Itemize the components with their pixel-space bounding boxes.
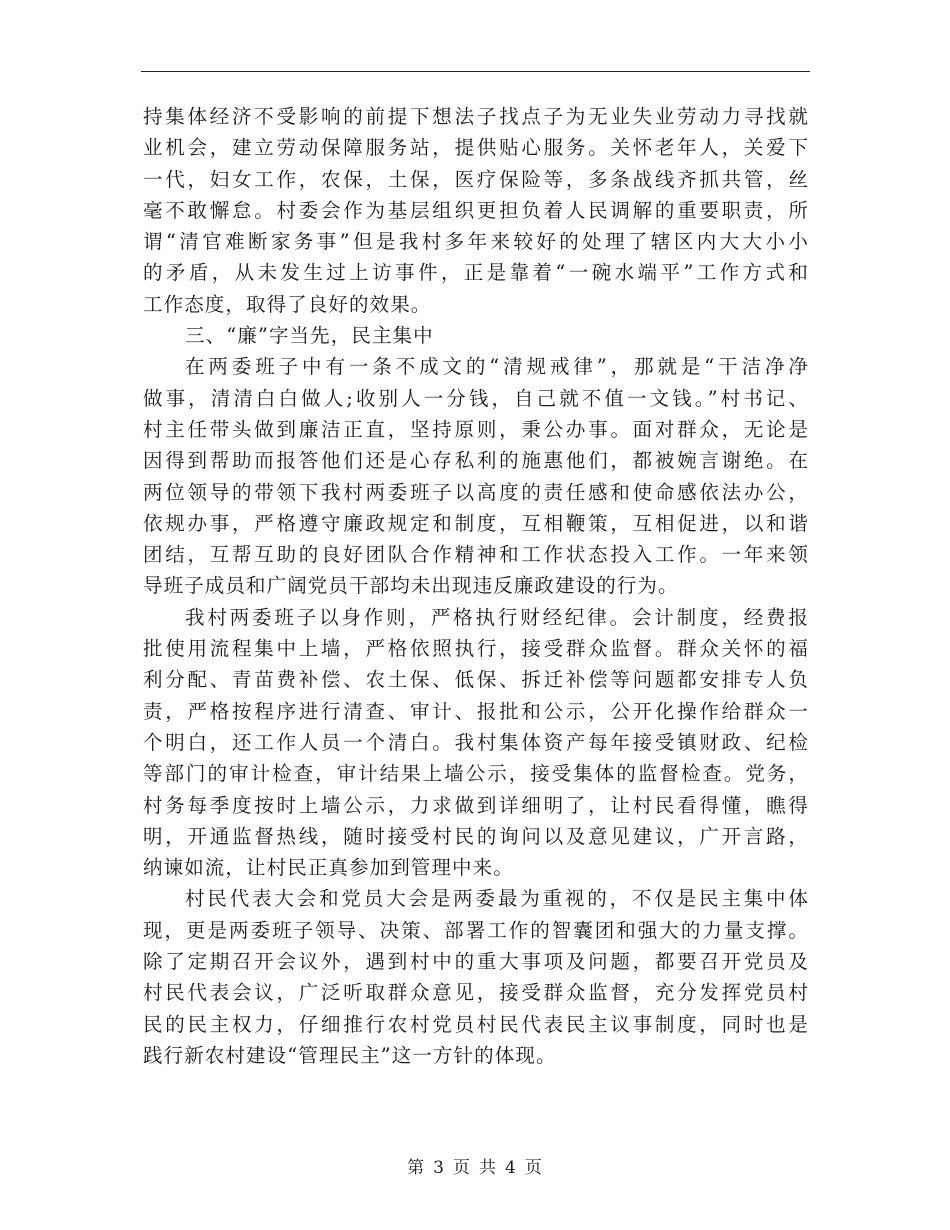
text-line: 我村两委班子以身作则，严格执行财经纪律。会计制度，经费报: [185, 605, 809, 629]
text-line: 毫不敢懈怠。村委会作为基层组织更担负着人民调解的重要职责，所: [143, 198, 809, 222]
text-line: 践行新农村建设“管理民主”这一方针的体现。: [143, 1043, 557, 1067]
page-label: 第: [407, 1158, 426, 1178]
page-number: 3: [433, 1158, 445, 1178]
total-label: 共: [479, 1158, 497, 1178]
text-line: 的矛盾，从未发生过上访事件，正是靠着“一碗水端平”工作方式和: [143, 261, 809, 285]
text-line: 利分配、青苗费补偿、农土保、低保、拆迁补偿等问题都安排专人负: [143, 668, 809, 692]
text-line: 批使用流程集中上墙，严格依照执行，接受群众监督。群众关怀的福: [143, 637, 809, 661]
text-line: 团结，互帮互助的良好团队合作精神和工作状态投入工作。一年来领: [143, 543, 809, 567]
text-line: 纳谏如流，让村民正真参加到管理中来。: [143, 856, 514, 880]
text-line: 等部门的审计检查，审计结果上墙公示，接受集体的监督检查。党务，: [143, 762, 809, 786]
section-heading: 三、“廉”字当先，民主集中: [185, 324, 434, 348]
text-line: 导班子成员和广阔党员干部均未出现违反廉政建设的行为。: [143, 574, 679, 598]
text-line: 责，严格按程序进行清查、审计、报批和公示，公开化操作给群众一: [143, 699, 809, 723]
text-line: 因得到帮助而报答他们还是心存私利的施惠他们，都被婉言谢绝。在: [143, 449, 809, 473]
text-line: 一代，妇女工作，农保，土保，医疗保险等，多条战线齐抓共管，丝: [143, 167, 809, 191]
page-footer: [0, 1153, 950, 1178]
text-line: 持集体经济不受影响的前提下想法子找点子为无业失业劳动力寻找就: [143, 105, 809, 128]
text-line: 业机会，建立劳动保障服务站，提供贴心服务。关怀老年人，关爱下: [143, 136, 809, 160]
document-body: [143, 101, 809, 1071]
text-line: 谓“清官难断家务事”但是我村多年来较好的处理了辖区内大大小小: [143, 230, 809, 254]
text-line: 村民代表会议，广泛听取群众意见，接受群众监督，充分发挥党员村: [143, 981, 809, 1005]
text-line: 村务每季度按时上墙公示，力求做到详细明了，让村民看得懂，瞧得: [143, 793, 809, 817]
page-unit: 页: [453, 1158, 471, 1178]
text-line: 村民代表大会和党员大会是两委最为重视的，不仅是民主集中体: [185, 887, 809, 911]
text-line: 两位领导的带领下我村两委班子以高度的责任感和使命感依法办公，: [143, 480, 809, 504]
text-line: 除了定期召开会议外，遇到村中的重大事项及问题，都要召开党员及: [143, 950, 809, 974]
header-rule: [141, 71, 810, 72]
text-line: 现，更是两委班子领导、决策、部署工作的智囊团和强大的力量支撑。: [143, 918, 809, 942]
text-line: 依规办事，严格遵守廉政规定和制度，互相鞭策，互相促进，以和谐: [143, 511, 809, 535]
text-line: 明，开通监督热线，随时接受村民的询问以及意见建议，广开言路，: [143, 824, 809, 848]
text-line: 工作态度，取得了良好的效果。: [143, 292, 432, 316]
total-unit: 页: [524, 1158, 543, 1178]
text-line: 民的民主权力，仔细推行农村党员村民代表民主议事制度，同时也是: [143, 1012, 809, 1036]
text-line: 个明白，还工作人员一个清白。我村集体资产每年接受镇财政、纪检: [143, 730, 809, 754]
text-line: 在两委班子中有一条不成文的“清规戒律”，那就是“干洁净净: [185, 355, 809, 379]
text-line: 做事，清清白白做人;收别人一分钱，自己就不值一文钱。”村书记、: [143, 386, 809, 410]
total-pages: 4: [505, 1158, 517, 1178]
text-line: 村主任带头做到廉洁正直，坚持原则，秉公办事。面对群众，无论是: [143, 417, 809, 441]
